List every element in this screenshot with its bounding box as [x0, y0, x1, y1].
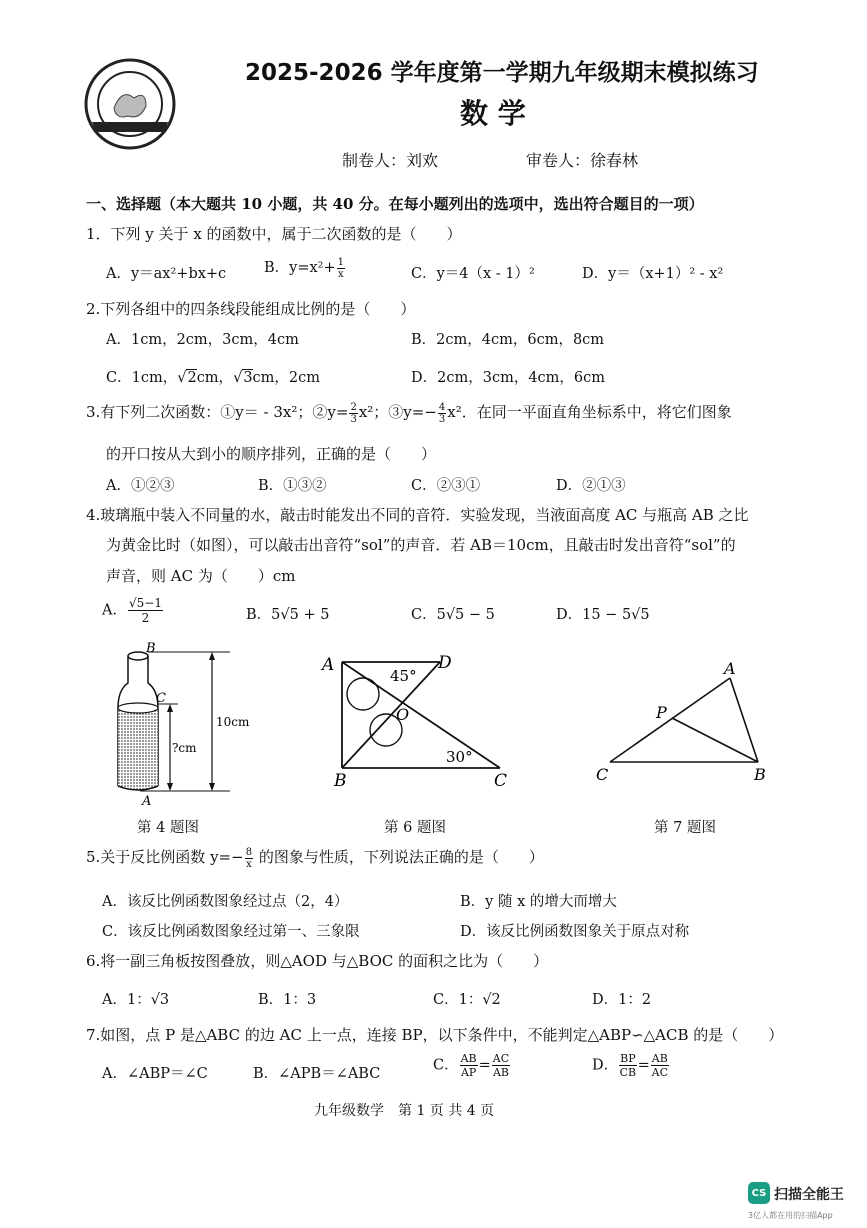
scanner-name: 扫描全能王 — [774, 1187, 844, 1203]
section-heading: 一、选择题（本大题共 10 小题，共 40 分。在每小题列出的选项中，选出符合题目的一项） — [86, 195, 704, 213]
q4-line2: 为黄金比时（如图），可以敲击出音符“sol”的声音．若 AB＝10cm，且敲击时发出音符“sol”的 — [106, 536, 736, 554]
fig6-caption: 第 6 题图 — [384, 820, 446, 836]
q7-d-n1: BP — [620, 1052, 636, 1065]
fig6-label-b: B — [334, 771, 347, 790]
q6-option-d: D．1：2 — [592, 992, 652, 1008]
q1-b-fraction — [337, 257, 345, 280]
q3-frac2-num: 4 — [438, 401, 446, 413]
q1-option-a: A．y＝ax²+bx+c — [106, 266, 227, 282]
q3-frac1 — [349, 402, 357, 425]
q3-stem-line2: 的开口按从大到小的顺序排列，正确的是（ ） — [106, 445, 437, 463]
set-square-diagram — [318, 648, 518, 790]
q4-option-a — [102, 596, 164, 625]
q5-frac-num: 8 — [245, 846, 253, 858]
q7-d-d2: AC — [651, 1066, 668, 1079]
q3-stem-part1: 3.有下列二次函数：①y＝ - 3x²；②y= — [86, 403, 349, 421]
figure-4 — [100, 638, 270, 813]
q4-option-c: C．5√5 − 5 — [411, 607, 495, 623]
q4-option-b: B．5√5 + 5 — [246, 607, 330, 623]
q7-d-d1: CB — [619, 1066, 637, 1079]
q3-stem-part3: x²．在同一平面直角坐标系中，将它们图象 — [447, 403, 732, 421]
q4-a-num: √5−1 — [128, 596, 162, 610]
q4-line3: 声音，则 AC 为（ ）cm — [106, 567, 296, 585]
fig7-label-c: C — [596, 765, 609, 784]
fig4-label-a: A — [142, 794, 152, 809]
q1-stem: 1．下列 y 关于 x 的函数中，属于二次函数的是（ ） — [86, 225, 462, 243]
exam-title: 2025-2026 学年度第一学期九年级期末模拟练习 — [245, 60, 759, 86]
q4-a-den: 2 — [141, 611, 150, 625]
q3-frac1-num: 2 — [350, 401, 357, 413]
q7-d-label: D． — [592, 1057, 619, 1074]
school-seal — [84, 58, 176, 150]
q5-option-c: C．该反比例函数图象经过第一、三象限 — [102, 924, 360, 940]
q7-c-label: C． — [433, 1057, 459, 1074]
q3-frac1-den: 3 — [350, 413, 357, 425]
q1-option-c: C．y＝4（x - 1）² — [411, 266, 535, 282]
q4-a-fraction — [128, 596, 163, 625]
q7-c-n1: AB — [460, 1052, 477, 1065]
fig4-label-b: B — [146, 641, 156, 656]
q6-option-b: B．1：3 — [258, 992, 317, 1008]
q5-fraction — [245, 847, 253, 870]
q7-c-n2: AC — [492, 1052, 510, 1065]
triangle-diagram — [590, 656, 780, 786]
q5-frac-den: x — [246, 858, 252, 870]
q2-c-post: cm，2cm — [252, 370, 321, 386]
reviewer-label: 审卷人：徐春林 — [526, 151, 639, 170]
q3-frac2-den: 3 — [438, 413, 446, 425]
q1-b-text: B．y=x²+ — [264, 260, 336, 276]
q4-line1: 4.玻璃瓶中装入不同量的水，敲击时能发出不同的音符．实验发现，当液面高度 AC 与瓶高 AB 之比 — [86, 506, 749, 524]
q3-option-b: B．①③② — [258, 478, 327, 494]
q1-b-num: 1 — [337, 256, 345, 268]
q2-stem: 2.下列各组中的四条线段能组成比例的是（ ） — [86, 300, 416, 318]
q2-option-a: A．1cm，2cm，3cm，4cm — [106, 332, 299, 348]
q3-option-a: A．①②③ — [106, 478, 175, 494]
fig7-label-p: P — [656, 703, 667, 722]
q3-frac2 — [438, 402, 446, 425]
scanner-slogan: 3亿人都在用的扫描App — [748, 1211, 833, 1220]
fig4-height-label: 10cm — [216, 715, 250, 729]
fig7-label-b: B — [754, 765, 766, 784]
q5-stem-pre: 5.关于反比例函数 y=− — [86, 848, 244, 866]
author-label: 制卷人：刘欢 — [342, 151, 439, 170]
q3-option-c: C．②③① — [411, 478, 481, 494]
page-footer: 九年级数学 第 1 页 共 4 页 — [314, 1103, 495, 1119]
figure-7 — [590, 656, 780, 786]
q4-a-label: A． — [102, 602, 127, 619]
q7-d-frac2 — [651, 1052, 669, 1079]
fig6-angle-45: 45° — [390, 667, 417, 685]
fig7-caption: 第 7 题图 — [654, 820, 716, 836]
fig7-label-a: A — [724, 659, 736, 678]
fig6-label-c: C — [494, 771, 508, 790]
scanner-logo-icon — [748, 1182, 770, 1204]
q7-d-n2: AB — [651, 1052, 668, 1065]
fig6-label-o: O — [396, 705, 410, 724]
q6-option-c: C．1：√2 — [433, 992, 501, 1008]
scanner-badge: CS — [751, 1187, 767, 1199]
scanner-watermark — [748, 1182, 863, 1226]
fig6-label-a: A — [322, 655, 335, 675]
q2-c-root1: 2 — [187, 370, 197, 386]
q7-c-frac1 — [460, 1052, 478, 1079]
fig6-angle-30: 30° — [446, 748, 473, 766]
q6-stem: 6.将一副三角板按图叠放，则△AOD 与△BOC 的面积之比为（ ） — [86, 952, 549, 970]
q7-d-frac1 — [619, 1052, 637, 1079]
q2-option-c: C．1cm，√2cm，√3cm，2cm — [106, 370, 321, 386]
q7-c-d2: AB — [492, 1066, 509, 1079]
q3-stem-part2: x²；③y=− — [358, 403, 437, 421]
bottle-diagram — [100, 638, 270, 813]
subject-title: 数 学 — [460, 97, 526, 130]
fig4-label-c: C — [156, 691, 166, 706]
fig6-label-d: D — [438, 653, 452, 673]
q2-c-root2: 3 — [243, 370, 253, 386]
q5-stem-post: 的图象与性质，下列说法正确的是（ ） — [258, 848, 544, 866]
q2-option-b: B．2cm，4cm，6cm，8cm — [411, 332, 605, 348]
fig4-caption: 第 4 题图 — [137, 820, 199, 836]
q1-option-d: D．y＝（x+1）² - x² — [582, 266, 724, 282]
q7-stem: 7.如图，点 P 是△ABC 的边 AC 上一点，连接 BP，以下条件中，不能判定△ABP∽△ACB 的是（ ） — [86, 1026, 784, 1044]
q3-stem-line1 — [86, 401, 732, 425]
q1-b-den: x — [338, 268, 344, 280]
q7-option-c: C． $\frac{AB}{AP}$ = $\frac{AC}{AB}$ — [433, 1052, 510, 1079]
q7-c-d1: AP — [460, 1066, 477, 1079]
fig4-unknown-label: ?cm — [172, 741, 197, 755]
q7-c-frac2 — [492, 1052, 510, 1079]
q7-option-d: D． $\frac{BP}{CB}$ = $\frac{AB}{AC}$ — [592, 1052, 668, 1079]
q5-option-d: D．该反比例函数图象关于原点对称 — [460, 924, 690, 940]
q4-option-d: D．15 − 5√5 — [556, 607, 650, 623]
q5-option-a: A．该反比例函数图象经过点（2，4） — [102, 894, 349, 910]
q5-stem — [86, 846, 544, 870]
figure-6 — [318, 648, 518, 790]
q6-option-a: A．1：√3 — [102, 992, 170, 1008]
q7-option-b: B．∠APB＝∠ABC — [253, 1066, 381, 1082]
q2-c-mid: cm， — [196, 370, 234, 386]
q1-option-b — [264, 256, 346, 280]
q2-option-d: D．2cm，3cm，4cm，6cm — [411, 370, 606, 386]
q7-option-a: A．∠ABP＝∠C — [102, 1066, 208, 1082]
q2-c-pre: C．1cm， — [106, 370, 178, 386]
q5-option-b: B．y 随 x 的增大而增大 — [460, 894, 617, 910]
q3-option-d: D．②①③ — [556, 478, 626, 494]
